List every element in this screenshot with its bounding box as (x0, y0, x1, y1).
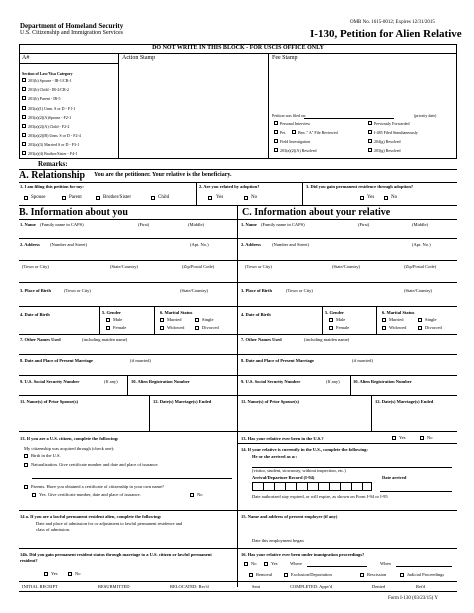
birth-checkbox[interactable] (24, 454, 28, 458)
hint: (Family name in CAPS) (261, 222, 305, 227)
category-checkbox[interactable] (22, 106, 26, 110)
no-label: No (251, 195, 258, 200)
c-ssn-label: 9. U.S. Social Security Number (241, 379, 301, 384)
action-stamp-label: Action Stamp (122, 55, 156, 61)
b-dob-label: 4. Date of Birth (20, 312, 50, 317)
c-q14-he: He or she arrived as a:: (252, 454, 298, 459)
option-label: Exclusion/Deportation (291, 572, 332, 577)
remarks-label: Remarks: (38, 160, 68, 168)
b-q14a-sub: Date and place of admission for or adjustment to lawful permanent residence and class of admission. (36, 521, 183, 532)
check-label: Field Investigation (280, 139, 311, 144)
b-ssn-label: 9. U.S. Social Security Number (20, 379, 80, 384)
previously-forwarded-checkbox[interactable] (368, 121, 372, 125)
hint: (if married) (352, 358, 373, 363)
category-label: 203(a)(2)(B) Unm. S or D - F2-4 (28, 133, 81, 138)
petition-filed-label: Petition was filed on: (272, 113, 307, 118)
spouse-checkbox[interactable] (24, 196, 28, 200)
category-checkbox[interactable] (22, 142, 26, 146)
section-a-title: A. Relationship (19, 170, 86, 181)
hint: (Zip/Postal Code) (182, 264, 215, 269)
no-label: No (75, 571, 81, 576)
denied-label: Denied (372, 584, 385, 589)
hint: (State/Country) (110, 264, 138, 269)
check-label: Previously Forwarded (374, 121, 410, 126)
option-label: Rescission (367, 572, 387, 577)
gender-label: 5. Gender (325, 310, 344, 315)
employment-label: Date this employment began (252, 538, 304, 543)
marital-label: 6. Marital Status (382, 310, 415, 315)
category-label: 203(a)(3) Married S or D - F3-1 (28, 142, 80, 147)
yes-label: Yes (216, 195, 224, 200)
hint: (Apt. No.) (190, 242, 209, 247)
child-checkbox[interactable] (151, 196, 155, 200)
category-label: 203(a)(1) Unm. S or D - F1-1 (28, 106, 76, 111)
q14b-no-checkbox[interactable] (68, 572, 72, 576)
category-label: 201(b) Child - IR-2/CR-2 (28, 87, 69, 92)
check-label: 203(a)(2)(A) Resolved (280, 148, 317, 153)
sent-label: Sent (252, 584, 261, 589)
field-investigation-checkbox[interactable] (274, 139, 278, 143)
ben-file-checkbox[interactable] (292, 130, 296, 134)
hint: (First) (358, 222, 370, 227)
option-label: Widowed (167, 325, 185, 330)
option-label: Female (336, 325, 350, 330)
yes-label: Yes (271, 561, 278, 566)
c-q15-label: 15. Name and address of present employer (if any) (241, 514, 338, 519)
option-label: Child (158, 195, 170, 200)
b-prior-spouses-label: 11. Name(s) of Prior Spouse(s) (20, 399, 79, 404)
b-address-label: 2. Address (20, 242, 40, 247)
category-checkbox[interactable] (22, 78, 26, 82)
hint: (State/Country) (332, 264, 360, 269)
b-other-names-label: 7. Other Names Used (20, 337, 61, 342)
c-marriage-label: 8. Date and Place of Present Marriage (241, 358, 315, 363)
hint: (Town or City) (245, 264, 272, 269)
form-number: Form I-130 (03/23/15) Y (388, 596, 438, 601)
c-q16-yes-checkbox[interactable] (264, 562, 268, 566)
marital-label: 6. Marital Status (160, 310, 193, 315)
hint: (including maiden name) (82, 337, 128, 342)
hint: (Town or City) (286, 288, 313, 293)
hint: (Town or City) (22, 264, 49, 269)
brother-sister-checkbox[interactable] (96, 196, 100, 200)
adoption-no-checkbox[interactable] (244, 196, 248, 200)
gender-label: 5. Gender (102, 310, 121, 315)
date-arrived-label: Date arrived (382, 475, 407, 480)
category-checkbox[interactable] (22, 87, 26, 91)
c-female-checkbox[interactable] (329, 326, 333, 330)
no-label: No (251, 561, 257, 566)
c-q13-label: 13. Has your relative ever been in the U.S.? (241, 436, 324, 441)
yes-label: Yes (51, 571, 58, 576)
option-label: Divorced (425, 325, 442, 330)
resubmitted-label: RESUBMITTED (98, 584, 130, 589)
option-label: Male (113, 317, 123, 322)
completed-label: COMPLETED: Appv'd (290, 584, 333, 589)
office-banner: DO NOT WRITE IN THIS BLOCK - FOR USCIS OFFICE ONLY (152, 45, 324, 51)
c-address-label: 2. Address (241, 242, 261, 247)
c-name-label: 1. Name (241, 222, 257, 227)
no-label: No (427, 435, 433, 440)
c-single-checkbox[interactable] (418, 318, 422, 322)
check-label: I-485 Filed Simultaneously (374, 130, 418, 135)
retd-label: Ret'd (416, 584, 426, 589)
b-arn-label: 10. Alien Registration Number (131, 379, 190, 384)
hint: (Apt. No.) (412, 242, 431, 247)
option-label: Female (113, 325, 127, 330)
option-label: Single (202, 317, 214, 322)
b-q14b-label: 14b. Did you gain permanent resident status through marriage to a U.S. citizen or lawful permanent resident? (20, 552, 212, 563)
hint: (visitor, student, stowaway, without inspection, etc.) (252, 468, 346, 473)
category-label: 203(a)(2)(A)Spouse - F2-1 (28, 115, 72, 120)
hint: (If any) (104, 379, 118, 384)
auth-stay-label: Date authorized stay expired, or will expire, as shown on Form I-94 or I-95 (252, 494, 388, 499)
fee-stamp-label: Fee Stamp (272, 55, 298, 61)
hint: (including maiden name) (304, 337, 350, 342)
category-label: 203(a)(4) Brother/Sister - F4-1 (28, 151, 78, 156)
option-label: Male (336, 317, 346, 322)
check-label: Pet. (280, 130, 287, 135)
judicial-checkbox[interactable] (400, 573, 404, 577)
c-q16-no-checkbox[interactable] (244, 562, 248, 566)
yes-label: Yes (399, 435, 406, 440)
c-widowed-checkbox[interactable] (382, 326, 386, 330)
removal-checkbox[interactable] (249, 573, 253, 577)
arrival-label: Arrival/Departure Record (I-94) (252, 475, 315, 480)
omb-number: OMB No. 1615-0012; Expires 12/31/2015 (350, 20, 435, 25)
option-label: Parent (69, 195, 82, 200)
parents-no-checkbox[interactable] (190, 493, 194, 497)
category-checkbox[interactable] (22, 124, 26, 128)
b-male-checkbox[interactable] (106, 318, 110, 322)
b-widowed-checkbox[interactable] (160, 326, 164, 330)
priority-date-label: (priority date) (414, 113, 437, 118)
category-label: 203(a)(2)(A) Child - F2-2 (28, 124, 70, 129)
hint: (Middle) (412, 222, 428, 227)
pet-checkbox[interactable] (274, 130, 278, 134)
where-label: Where (290, 561, 302, 566)
section-b-title: B. Information about you (19, 207, 128, 218)
q14b-yes-checkbox[interactable] (44, 572, 48, 576)
rescission-checkbox[interactable] (360, 573, 364, 577)
option-label: Widowed (389, 325, 407, 330)
check-label: 203(g) Resolved (374, 148, 401, 153)
check-label: Ben. " A" File Reviewed (298, 130, 338, 135)
c-pob-label: 3. Place of Birth (241, 288, 272, 293)
option-label: Birth in the U.S. (31, 453, 61, 458)
initial-receipt-label: INITIAL RECEIPT (22, 584, 58, 589)
c-q13-no-checkbox[interactable] (420, 436, 424, 440)
q3-label: 3. Did you gain permanent residence through adoption? (306, 184, 414, 189)
b-pob-label: 3. Place of Birth (20, 288, 51, 293)
when-label: When (380, 561, 391, 566)
option-label: Married (167, 317, 182, 322)
relocated-label: RELOCATED: Rec'd (170, 584, 209, 589)
parents-checkbox[interactable] (24, 485, 28, 489)
parent-checkbox[interactable] (62, 196, 66, 200)
hint: (Middle) (188, 222, 204, 227)
204g-checkbox[interactable] (368, 139, 372, 143)
yes-label: Yes (367, 195, 375, 200)
c-q13-yes-checkbox[interactable] (392, 436, 396, 440)
naturalization-checkbox[interactable] (24, 463, 28, 467)
no-label: No (391, 195, 398, 200)
hint: (Zip/Postal Code) (404, 264, 437, 269)
b-q14a-label: 14 a. If you are a lawful permanent resident alien, complete the following: (20, 514, 162, 519)
hint: (Number and Street) (50, 242, 87, 247)
hint: (State/Country) (180, 288, 208, 293)
i94-number-field[interactable] (252, 482, 372, 491)
category-checkbox[interactable] (22, 151, 26, 155)
b-female-checkbox[interactable] (106, 326, 110, 330)
subagency-name: U.S. Citizenship and Immigration Services (20, 30, 123, 36)
option-label: Divorced (202, 325, 219, 330)
c-other-names-label: 7. Other Names Used (241, 337, 282, 342)
c-q14-label: 14. If your relative is currently in the U.S., complete the following: (241, 447, 368, 452)
pr-adoption-yes-checkbox[interactable] (360, 196, 364, 200)
parents-yes-checkbox[interactable] (32, 493, 36, 497)
c-q16-label: 16. Has your relative ever been under immigration proceedings? (241, 552, 365, 557)
q1-label: 1. I am filing this petition for my: (20, 184, 84, 189)
b-q13-label: 13. If you are a U.S. citizen, complete the following: (20, 436, 119, 441)
b-q13-sub: My citizenship was acquired through (check one): (24, 446, 115, 451)
no-label: No (197, 492, 203, 497)
c-divorced-checkbox[interactable] (418, 326, 422, 330)
option-label: Brother/Sister (103, 195, 132, 200)
hint: (Number and Street) (272, 242, 309, 247)
option-label: Single (425, 317, 437, 322)
hint: (Town or City) (64, 288, 91, 293)
adoption-yes-checkbox[interactable] (208, 196, 212, 200)
203g-checkbox[interactable] (368, 148, 372, 152)
i485-checkbox[interactable] (368, 130, 372, 134)
hint: (First) (138, 222, 150, 227)
b-marriages-ended-label: 12. Date(s) Marriage(s) Ended (153, 399, 212, 404)
hint: (Family name in CAPS) (40, 222, 84, 227)
category-checkbox[interactable] (22, 96, 26, 100)
option-label: Spouse (31, 195, 46, 200)
pr-adoption-no-checkbox[interactable] (384, 196, 388, 200)
hint: (if married) (130, 358, 151, 363)
b-name-label: 1. Name (20, 222, 36, 227)
c-prior-spouses-label: 11. Name(s) of Prior Spouse(s) (241, 399, 300, 404)
a-number-label: A# (22, 55, 30, 61)
c-male-checkbox[interactable] (329, 318, 333, 322)
option-label: Married (389, 317, 404, 322)
category-checkbox[interactable] (22, 115, 26, 119)
category-label: 201(b) Parent - IR-5 (28, 96, 61, 101)
b-marriage-label: 8. Date and Place of Present Marriage (20, 358, 94, 363)
option-label: Judicial Proceedings (407, 572, 445, 577)
option-label: Yes. Give certificate number, date and place of issuance. (39, 492, 141, 497)
resolved-checkbox[interactable] (274, 148, 278, 152)
category-checkbox[interactable] (22, 133, 26, 137)
option-label: Removal (256, 572, 273, 577)
category-label: 201(b) Spouse - IR-1/CR-1 (28, 78, 72, 83)
c-marriages-ended-label: 12. Date(s) Marriage(s) Ended (375, 399, 434, 404)
section-of-law-label: Section of Law/Visa Category (22, 71, 73, 76)
c-married-checkbox[interactable] (382, 318, 386, 322)
personal-interview-checkbox[interactable] (274, 121, 278, 125)
option-label: Parents. Have you obtained a certificate of citizenship in your own name? (31, 484, 164, 489)
exclusion-checkbox[interactable] (284, 573, 288, 577)
b-divorced-checkbox[interactable] (195, 326, 199, 330)
hint: (State/Country) (404, 288, 432, 293)
c-arn-label: 10. Alien Registration Number (353, 379, 412, 384)
b-single-checkbox[interactable] (195, 318, 199, 322)
form-title: I-130, Petition for Alien Relative (310, 28, 462, 40)
agency-name: Department of Homeland Security (20, 22, 124, 30)
b-married-checkbox[interactable] (160, 318, 164, 322)
section-a-note: You are the petitioner. Your relative is the beneficiary. (94, 172, 232, 178)
option-label: Naturalization. Give certificate number and date and place of issuance. (31, 462, 159, 467)
check-label: 204(g) Resolved (374, 139, 401, 144)
hint: (If any) (326, 379, 340, 384)
section-c-title: C. Information about your relative (242, 207, 391, 218)
check-label: Personal Interview (280, 121, 311, 126)
q2-label: 2. Are you related by adoption? (199, 184, 260, 189)
c-dob-label: 4. Date of Birth (241, 312, 271, 317)
